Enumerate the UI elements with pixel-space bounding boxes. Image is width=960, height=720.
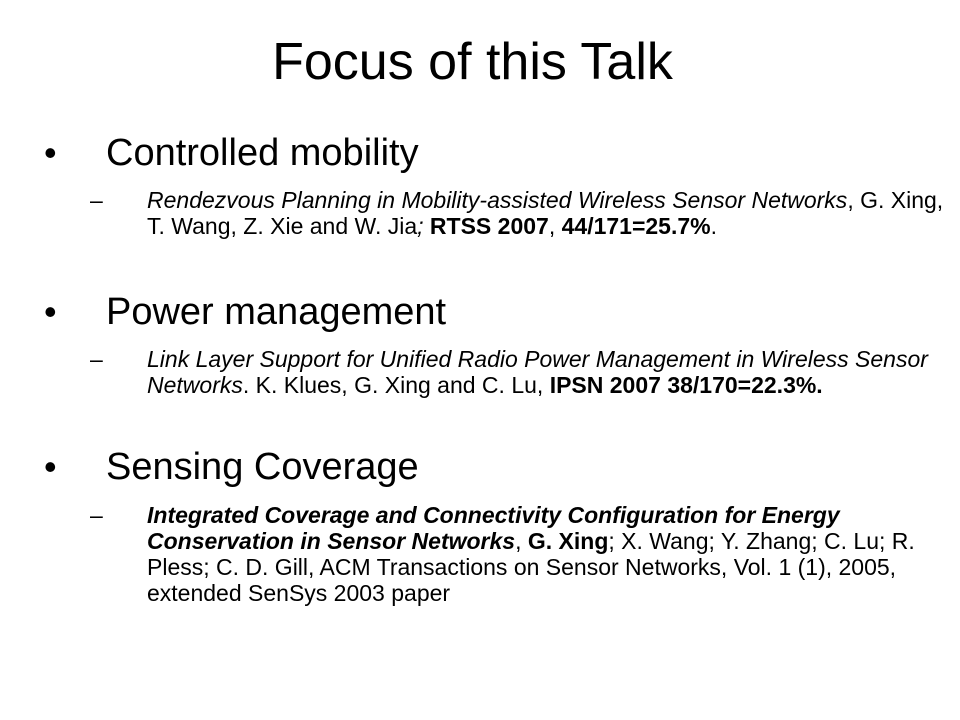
author-highlight: G. Xing (527, 528, 609, 554)
paper-venue: RTSS 2007 (429, 213, 549, 239)
semicolon: ; (417, 213, 424, 239)
paper-rest: ; X. Wang; Y. Zhang; C. Lu; R. Pless; C. D. Gill, ACM Transactions on Sensor Networks, Vol. 1 (1), 2005, extended SenSys 2003 paper (147, 528, 915, 606)
bullet-icon: • (44, 446, 57, 487)
dash-icon: – (90, 502, 103, 528)
bullet-icon: • (44, 291, 57, 332)
bullet-heading: Power management (106, 291, 447, 333)
bullet-heading: Sensing Coverage (106, 446, 419, 488)
separator: , (548, 213, 562, 239)
paper-authors: , G. Xing, T. Wang, Z. Xie and W. Jia (147, 187, 944, 239)
paper-authors: . K. Klues, G. Xing and C. Lu, (242, 372, 550, 398)
separator: , (515, 528, 528, 554)
citation-text (147, 502, 947, 606)
paper-title: Rendezvous Planning in Mobility-assisted Wireless Sensor Networks (147, 187, 848, 213)
acceptance-stats: 44/171=25.7% (561, 213, 711, 239)
dash-icon: – (90, 187, 103, 213)
dash-icon: – (90, 346, 103, 372)
citation-text (147, 187, 947, 239)
paper-venue-stats: IPSN 2007 38/170=22.3%. (549, 372, 823, 398)
bullet-icon: • (44, 132, 57, 173)
period: . (710, 213, 717, 239)
slide-title: Focus of this Talk (272, 33, 673, 91)
paper-title: Link Layer Support for Unified Radio Power Management in Wireless Sensor Networks (147, 346, 928, 398)
bullet-heading: Controlled mobility (106, 132, 419, 174)
citation-text (147, 346, 947, 398)
paper-title: Integrated Coverage and Connectivity Configuration for Energy Conservation in Sensor Networks (147, 502, 840, 554)
